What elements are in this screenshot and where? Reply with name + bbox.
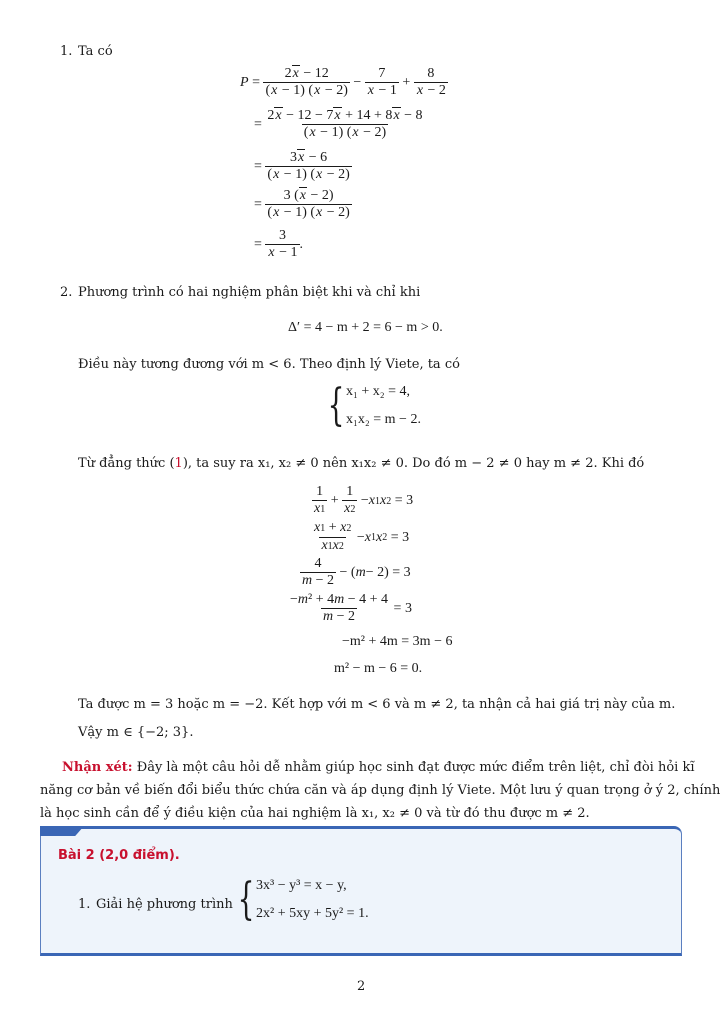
- eq-row-1: $\frac{1}{x1}$ + $\frac{1}{x2}$ − x 1 x 2 = 3: [314, 484, 414, 516]
- equation-step-2: = $\frac{2x - 12 - 7x + 14 + 8x - 8}{(x - 1) (x - 2)}$: [254, 108, 423, 140]
- page-number: 2: [357, 979, 366, 994]
- equation-step-4: = $\frac{3 (x - 2)}{(x - 1) (x - 2)}$: [254, 188, 350, 220]
- item-marker-2: 2.: [60, 285, 73, 300]
- viete-text: Điều này tương đương với m < 6. Theo định lý Viete, ta có: [78, 357, 460, 372]
- eq-row-2: $\frac{x1 + x2}{x1x2}$ − x 1 x 2 = 3: [314, 520, 410, 553]
- eq-row-6: m² − m − 6 = 0.: [334, 661, 423, 676]
- remark-line-3: là học sinh cần để ý điều kiện của hai nghiệm là x₁, x₂ ≠ 0 và từ đó thu được m ≠ 2.: [40, 806, 590, 821]
- problem-eq-2: 2x² + 5xy + 5y² = 1.: [256, 906, 369, 921]
- remark-line-2: năng cơ bản về biến đổi biểu thức chứa căn và áp dụng định lý Viete. Một lưu ý quan trọng ở ý 2, chính: [40, 783, 721, 798]
- item-marker-1: 1.: [60, 44, 73, 59]
- eq-row-5: −m² + 4m = 3m − 6: [342, 634, 453, 649]
- remark-label: Nhận xét:: [62, 760, 133, 775]
- eq-row-3: $\frac{4}{m - 2}$ − ( m − 2) = 3: [302, 556, 411, 588]
- viete-eq-1: x₁ + x₂ = 4,: [346, 384, 411, 399]
- item-intro-1: Ta có: [78, 44, 113, 59]
- problem-item-marker: 1.: [78, 897, 91, 912]
- equation-step-5: = $\frac{3}{x - 1}$ .: [254, 228, 304, 260]
- item-intro-2: Phương trình có hai nghiệm phân biệt khi và chỉ khi: [78, 285, 421, 300]
- answer-text: Vậy m ∈ {−2; 3}.: [78, 725, 194, 740]
- problem-system: { 3x³ − y³ = x − y, 2x² + 5xy + 5y² = 1.: [237, 874, 369, 925]
- viete-system: { x₁ + x₂ = 4, x₁x₂ = m − 2.: [327, 380, 421, 431]
- problem-item-text: Giải hệ phương trình: [96, 897, 233, 912]
- conclusion-text: Ta được m = 3 hoặc m = −2. Kết hợp với m < 6 và m ≠ 2, ta nhận cả hai giá trị này của m.: [78, 697, 676, 712]
- equation-ref-link[interactable]: 1: [174, 456, 183, 471]
- remark-line-1: Nhận xét: Đây là một câu hỏi dễ nhằm giúp học sinh đạt được mức điểm trên liệt, chỉ đòi hỏi kĩ: [62, 760, 695, 775]
- equation-p-line: P = $\frac{2x - 12}{(x - 1) (x - 2)}$ − $\frac{7}{x - 1}$ + $\frac{8}{x - 2}$: [240, 66, 446, 98]
- problem-title: Bài 2 (2,0 điểm).: [58, 848, 180, 863]
- problem-eq-1: 3x³ − y³ = x − y,: [256, 878, 347, 893]
- equation-step-3: = $\frac{3x - 6}{(x - 1) (x - 2)}$: [254, 150, 350, 182]
- viete-eq-2: x₁x₂ = m − 2.: [346, 412, 421, 427]
- eq-row-4: $\frac{\text{−m² + 4m − 4 + 4}}{m - 2}$ = 3: [290, 592, 412, 624]
- delta-equation: Δ′ = 4 − m + 2 = 6 − m > 0.: [288, 320, 443, 335]
- deduction-text: Từ đẳng thức (1), ta suy ra x₁, x₂ ≠ 0 nên x₁x₂ ≠ 0. Do đó m − 2 ≠ 0 hay m ≠ 2. Khi đó: [78, 456, 645, 471]
